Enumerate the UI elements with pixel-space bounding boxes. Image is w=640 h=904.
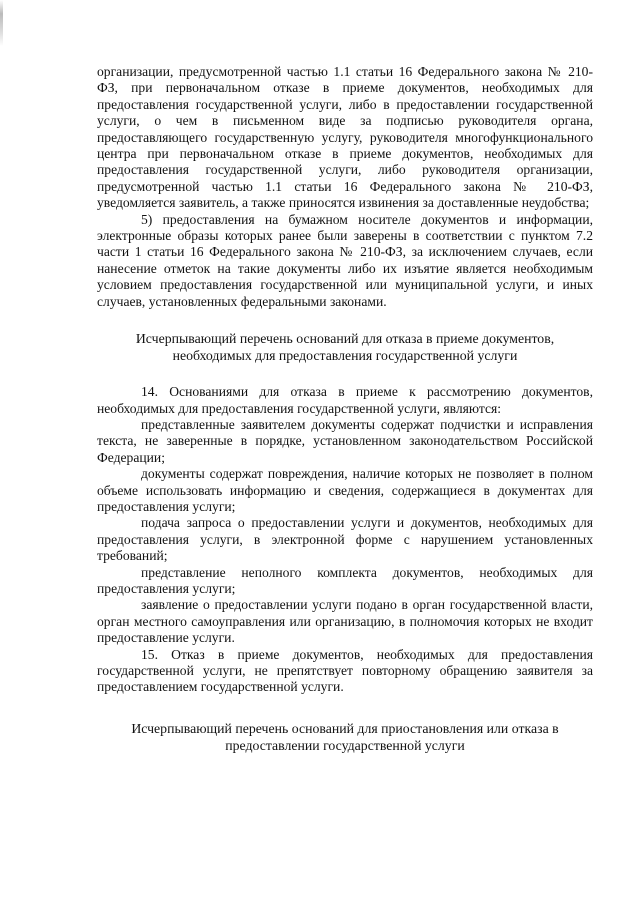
paragraph-14: 14. Основаниями для отказа в приеме к рассмотрению документов, необходимых для предоставления государственной услуги, являются:	[97, 384, 593, 416]
list-item-corrections: представленные заявителем документы содержат подчистки и исправления текста, не заверенные в порядке, установленном законодательством Российской Федерации;	[97, 416, 593, 465]
list-item-electronic-form: подача запроса о предоставлении услуги и документов, необходимых для предоставления услуги, в электронной форме с нарушением установленных требований;	[97, 515, 593, 564]
list-item-damage: документы содержат повреждения, наличие которых не позволяет в полном объеме использовать информацию и сведения, содержащиеся в документах для предоставления услуги;	[97, 466, 593, 514]
paragraph-item-5: 5) предоставления на бумажном носителе документов и информации, электронные образы которых ранее были заверены в соответствии с пунктом 7.2 части 1 статьи 16 Федерального закона № 210-ФЗ, за исключением случаев, если нанесение отметок на такие документы либо их изъятие является необходимым условием предоставления государственной или муниципальной услуги, и иных случаев, установленных федеральными законами.	[97, 211, 593, 309]
section-heading-refusal-grounds: Исчерпывающий перечень оснований для отказа в приеме документов, необходимых для предоставления государственной услуги	[135, 331, 555, 364]
paragraph-continuation: организации, предусмотренной частью 1.1 статьи 16 Федерального закона № 210-ФЗ, при первоначальном отказе в приеме документов, необходимых для предоставления государственной услуги, либо в предоставлении государственной услуги, о чем в письменном виде за подписью руководителя органа, предоставляющего государственную услугу, руководителя многофункционального центра при первоначальном отказе в приеме документов, необходимых для предоставления государственной услуги, либо руководителя организации, предусмотренной частью 1.1 статьи 16 Федерального закона № 210-ФЗ, уведомляется заявитель, а также приносятся извинения за доставленные неудобства;	[97, 64, 593, 211]
list-item-incomplete-set: представление неполного комплекта документов, необходимых для предоставления услуги;	[97, 564, 593, 596]
paragraph-15: 15. Отказ в приеме документов, необходимых для предоставления государственной услуги, не препятствует повторному обращению заявителя за предоставлением государственной услуги.	[97, 646, 593, 695]
scan-margin-mark	[0, 0, 3, 46]
list-item-wrong-authority: заявление о предоставлении услуги подано в орган государственной власти, орган местного самоуправления или организацию, в полномочия которых не входит предоставление услуги.	[97, 597, 593, 646]
document-page	[97, 64, 593, 754]
section-heading-suspension-grounds: Исчерпывающий перечень оснований для приостановления или отказа в предоставлении государственной услуги	[131, 720, 559, 753]
